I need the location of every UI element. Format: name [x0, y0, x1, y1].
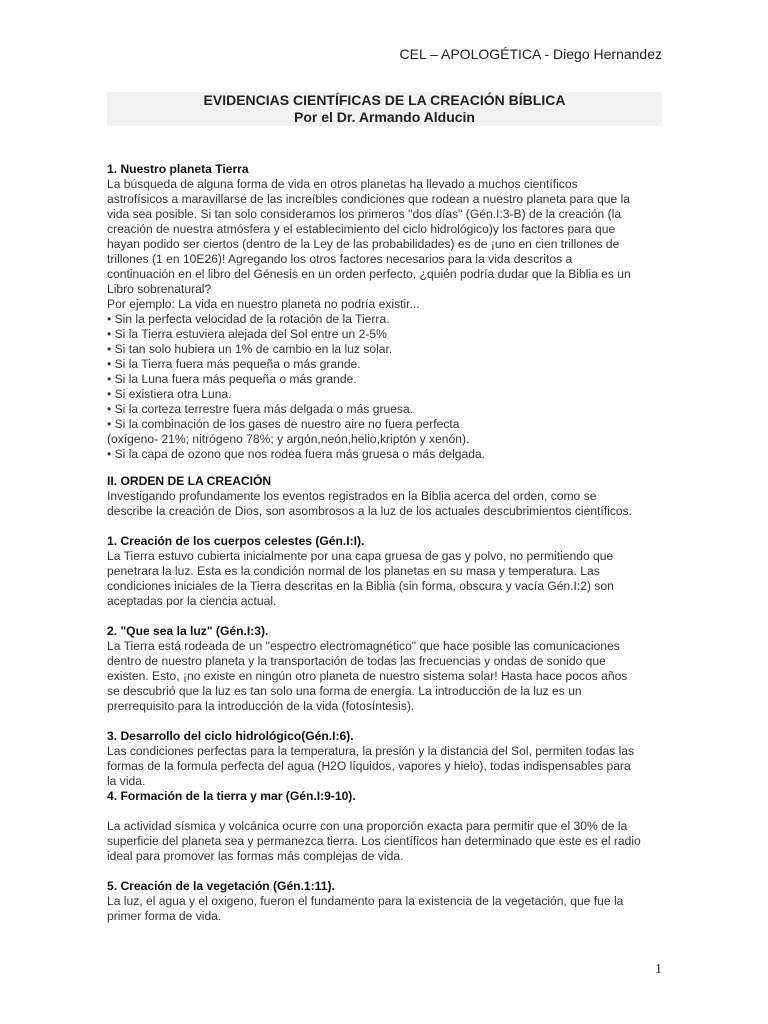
- section-heading: 4. Formación de la tierra y mar (Gén.I:9-10).: [107, 789, 356, 803]
- text-line: penetrara la luz. Esta es la condición normal de los planetas en su masa y temperatura. Las: [107, 564, 600, 578]
- text-line: • Si la capa de ozono que nos rodea fuera más gruesa o más delgada.: [107, 447, 486, 461]
- text-line: dentro de nuestro planeta y la transportación de todas las frecuencias y ondas de sonido que: [107, 654, 606, 668]
- text-line: La Tierra está rodeada de un "espectro electromagnético" que hace posible las comunicaciones: [107, 639, 620, 653]
- section-body: [107, 744, 663, 789]
- text-line: continuación en el libro del Génesis en un orden perfecto, ¿quién podría dudar que la Biblia es un: [107, 267, 631, 281]
- document-author: Por el Dr. Armando Alducin: [294, 109, 475, 125]
- title-box: [107, 92, 662, 126]
- text-line: superficie del planeta sea y permanezca tierra. Los científicos han determinado que este es el radio: [107, 834, 641, 848]
- text-line: • Si la Tierra fuera más pequeña o más grande.: [107, 357, 361, 371]
- text-line: condiciones iniciales de la Tierra descritas en la Biblia (sin forma, obscura y vacía Gén.I:2) son: [107, 579, 614, 593]
- text-line: ideal para promover las formas más complejas de vida.: [107, 849, 404, 863]
- text-line: La búsqueda de alguna forma de vida en otros planetas ha llevado a muchos científicos: [107, 177, 578, 191]
- section-body: [107, 549, 663, 609]
- text-line: Investigando profundamente los eventos registrados en la Biblia acerca del orden, como se: [107, 489, 597, 503]
- text-line: • Si existiera otra Luna.: [107, 387, 232, 401]
- text-line: • Si la Luna fuera más pequeña o más grande.: [107, 372, 357, 386]
- text-line: trillones (1 en 10E26)! Agregando los otros factores necesarios para la vida descritos a: [107, 252, 573, 266]
- text-line: la vida.: [107, 774, 146, 788]
- text-line: se descubrió que la luz es tan solo una forma de energía. La introducción de la luz es un: [107, 684, 582, 698]
- body-text: [107, 162, 663, 924]
- section-heading: 2. "Que sea la luz" (Gén.I:3).: [107, 624, 269, 638]
- text-line: La Tierra estuvo cubierta inicialmente por una capa gruesa de gas y polvo, no permitiendo que: [107, 549, 614, 563]
- section-body: [107, 489, 663, 519]
- text-line: existen. Esto, ¡no existe en ningún otro planeta de nuestro sistema solar! Hasta hace pocos años: [107, 669, 628, 683]
- text-line: aceptadas por la ciencia actual.: [107, 594, 277, 608]
- section-heading: 5. Creación de la vegetación (Gén.1:11).: [107, 879, 335, 893]
- text-line: • Si la Tierra estuviera alejada del Sol entre un 2-5%: [107, 327, 387, 341]
- text-line: (oxígeno- 21%; nitrógeno 78%; y argón,neón,helio,kriptón y xenón).: [107, 432, 470, 446]
- text-line: hayan podido ser ciertos (dentro de la Ley de las probabilidades) es de ¡uno en cien trillones de: [107, 237, 620, 251]
- text-line: Las condiciones perfectas para la temperatura, la presión y la distancia del Sol, permiten todas las: [107, 744, 635, 758]
- text-line: La actividad sísmica y volcánica ocurre con una proporción exacta para permitir que el 30% de la: [107, 819, 628, 833]
- text-line: • Si tan solo hubiera un 1% de cambio en la luz solar.: [107, 342, 393, 356]
- section-heading: 3. Desarrollo del ciclo hidrológico(Gén.I:6).: [107, 729, 354, 743]
- text-line: creación de nuestra atmósfera y el establecimiento del ciclo hidrológico)y los factores para que: [107, 222, 616, 236]
- text-line: • Si la corteza terrestre fuera más delgada o más gruesa.: [107, 402, 414, 416]
- section-heading: II. ORDEN DE LA CREACIÓN: [107, 474, 272, 488]
- text-line: La luz, el agua y el oxigeno, fueron el fundamento para la existencia de la vegetación, que fue la: [107, 894, 624, 908]
- running-header: CEL – APOLOGÉTICA - Diego Hernandez: [399, 46, 662, 62]
- text-line: primer forma de vida.: [107, 909, 222, 923]
- section-body: [107, 177, 663, 462]
- section-body: [107, 894, 663, 924]
- text-line: Libro sobrenatural?: [107, 282, 212, 296]
- document-title: EVIDENCIAS CIENTÍFICAS DE LA CREACIÓN BÍBLICA: [203, 92, 566, 108]
- text-line: vida sea posible. Si tan solo consideramos los primeros "dos días" (Gén.I:3-B) de la creación (la: [107, 207, 622, 221]
- text-line: prerrequisito para la introducción de la vida (fotosíntesis).: [107, 699, 415, 713]
- text-line: formas de la formula perfecta del agua (H2O líquidos, vapores y hielo), todas indispensables para: [107, 759, 631, 773]
- section-heading: 1. Nuestro planeta Tierra: [107, 162, 249, 176]
- text-line: astrofísicos a maravillarse de las increíbles condiciones que rodean a nuestro planeta para que la: [107, 192, 631, 206]
- section-body: [107, 639, 663, 714]
- section-heading: 1. Creación de los cuerpos celestes (Gén.I:I).: [107, 534, 365, 548]
- text-line: • Si la combinación de los gases de nuestro aire no fuera perfecta: [107, 417, 460, 431]
- page-number: 1: [655, 962, 662, 977]
- text-line: Por ejemplo: La vida en nuestro planeta no podría existir...: [107, 297, 420, 311]
- section-body: [107, 819, 663, 864]
- text-line: • Sin la perfecta velocidad de la rotación de la Tierra.: [107, 312, 390, 326]
- text-line: describe la creación de Dios, son asombrosos a la luz de los actuales descubrimientos científicos.: [107, 504, 632, 518]
